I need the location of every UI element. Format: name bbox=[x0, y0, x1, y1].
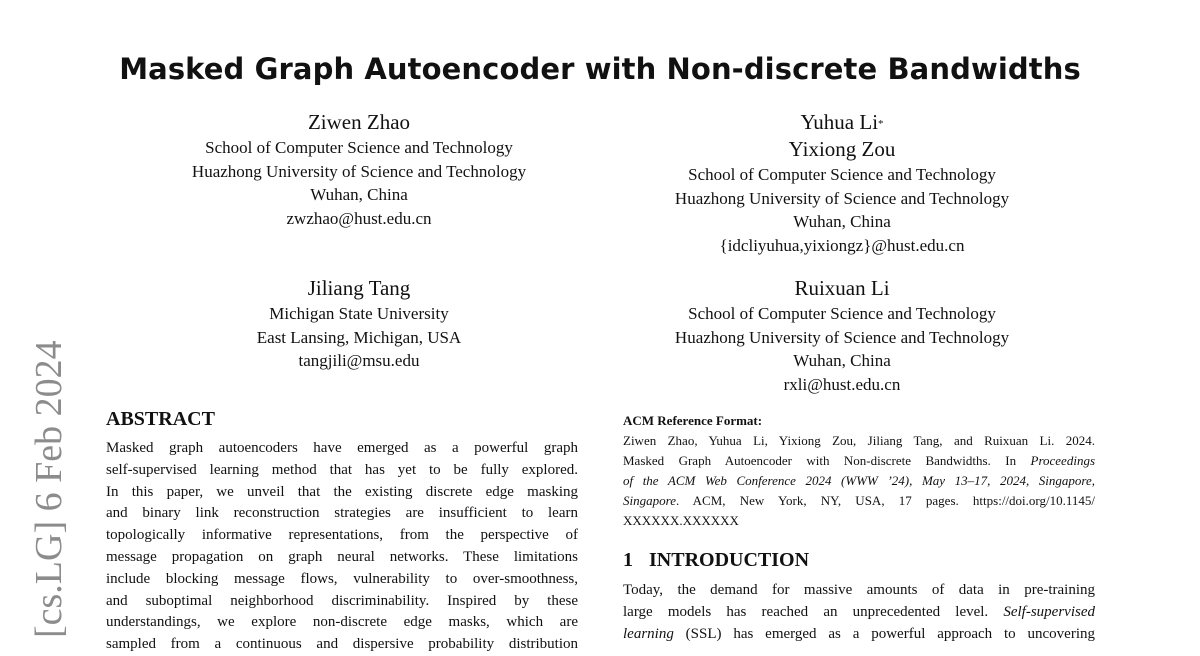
acm-reference-line: Ziwen Zhao, Yuhua Li, Yixiong Zou, Jiliang Tang, and Ruixuan Li. 2024. bbox=[623, 433, 1095, 448]
acm-reference-venue: of the ACM Web Conference 2024 (WWW ’24), May 13–17, 2024, Singapore, bbox=[623, 473, 1095, 488]
abstract-line: In this paper, we unveil that the existing discrete edge masking bbox=[106, 483, 578, 500]
author-name: Jiliang Tang bbox=[307, 276, 411, 300]
introduction-heading bbox=[623, 549, 809, 572]
acm-reference-venue: Proceedings bbox=[1030, 453, 1095, 468]
acm-reference-line bbox=[623, 451, 1095, 471]
author-name-text: Yuhua Li bbox=[800, 110, 879, 134]
abstract-heading: ABSTRACT bbox=[106, 408, 215, 430]
author-block-li-zou bbox=[595, 109, 1089, 257]
abstract-line: and binary link reconstruction strategies are insufficient to learn bbox=[106, 505, 578, 522]
acm-reference-doi: XXXXXX.XXXXXX bbox=[623, 513, 739, 528]
author-affiliation: School of Computer Science and Technology bbox=[688, 304, 996, 323]
author-email: tangjili@msu.edu bbox=[298, 351, 420, 370]
author-name: Ziwen Zhao bbox=[307, 110, 411, 134]
author-affiliation: Huazhong University of Science and Technology bbox=[674, 327, 1010, 347]
author-block-tang bbox=[115, 275, 603, 373]
acm-reference-heading: ACM Reference Format: bbox=[623, 413, 763, 428]
author-email: rxli@hust.edu.cn bbox=[783, 374, 901, 394]
author-location: Wuhan, China bbox=[310, 185, 408, 204]
introduction-text: large models has reached an unprecedented level. bbox=[623, 603, 1004, 620]
introduction-line bbox=[623, 624, 1095, 646]
abstract-line: sampled from a continuous and dispersive probability distribution bbox=[106, 636, 578, 653]
author-affiliation: School of Computer Science and Technology bbox=[205, 138, 513, 157]
acm-reference-line bbox=[623, 491, 1095, 511]
acm-reference-body bbox=[623, 431, 1095, 531]
author-location: Wuhan, China bbox=[793, 212, 891, 231]
section-title: INTRODUCTION bbox=[649, 549, 810, 571]
abstract-line: include blocking message flows, vulnerability to over-smoothness, bbox=[106, 570, 578, 587]
introduction-emphasis: learning bbox=[623, 625, 674, 642]
author-location: East Lansing, Michigan, USA bbox=[256, 327, 462, 347]
introduction-text: (SSL) has emerged as a powerful approach to uncovering bbox=[673, 625, 1095, 642]
abstract-line: self-supervised learning method that has yet to be fully explored. bbox=[106, 461, 578, 478]
acm-reference-venue: Singapore bbox=[623, 493, 676, 508]
acm-reference-text: . ACM, New York, NY, USA, 17 pages. https://doi.org/10.1145/ bbox=[675, 493, 1095, 508]
author-block-ruixuan-li bbox=[595, 275, 1089, 396]
author-affiliation: Huazhong University of Science and Technology bbox=[674, 188, 1010, 208]
author-name bbox=[595, 109, 1089, 136]
paper-title: Masked Graph Autoencoder with Non-discrete Bandwidths bbox=[119, 52, 1081, 86]
author-name: Yixiong Zou bbox=[788, 137, 896, 161]
author-email: zwzhao@hust.edu.cn bbox=[286, 208, 432, 228]
corresponding-author-mark: * bbox=[878, 118, 884, 130]
author-name: Ruixuan Li bbox=[794, 276, 890, 300]
author-email: {idcliyuhua,yixiongz}@hust.edu.cn bbox=[719, 235, 965, 255]
introduction-emphasis: Self-supervised bbox=[1003, 603, 1095, 620]
abstract-body bbox=[106, 438, 578, 656]
acm-reference-line bbox=[623, 471, 1095, 491]
author-location: Wuhan, China bbox=[793, 351, 891, 370]
author-affiliation: School of Computer Science and Technology bbox=[688, 165, 996, 184]
acm-reference-text: Masked Graph Autoencoder with Non-discrete Bandwidths. In bbox=[623, 453, 1031, 468]
abstract-line: and suboptimal neighborhood discriminability. Inspired by these bbox=[106, 592, 578, 609]
author-affiliation: Michigan State University bbox=[269, 304, 449, 323]
abstract-line: topologically informative representations, from the perspective of bbox=[106, 527, 578, 544]
section-number: 1 bbox=[623, 549, 633, 571]
author-affiliation: Huazhong University of Science and Technology bbox=[191, 161, 527, 181]
abstract-line: message propagation on graph neural networks. These limitations bbox=[106, 548, 578, 565]
abstract-line: Masked graph autoencoders have emerged as a powerful graph bbox=[106, 440, 578, 456]
introduction-body bbox=[623, 580, 1095, 645]
arxiv-stamp: [cs.LG] 6 Feb 2024 bbox=[28, 340, 70, 638]
abstract-line: understandings, we explore non-discrete edge masks, which are bbox=[106, 614, 578, 631]
introduction-line: Today, the demand for massive amounts of data in pre-training bbox=[623, 582, 1095, 598]
author-block-zhao bbox=[115, 109, 603, 230]
introduction-line bbox=[623, 602, 1095, 624]
